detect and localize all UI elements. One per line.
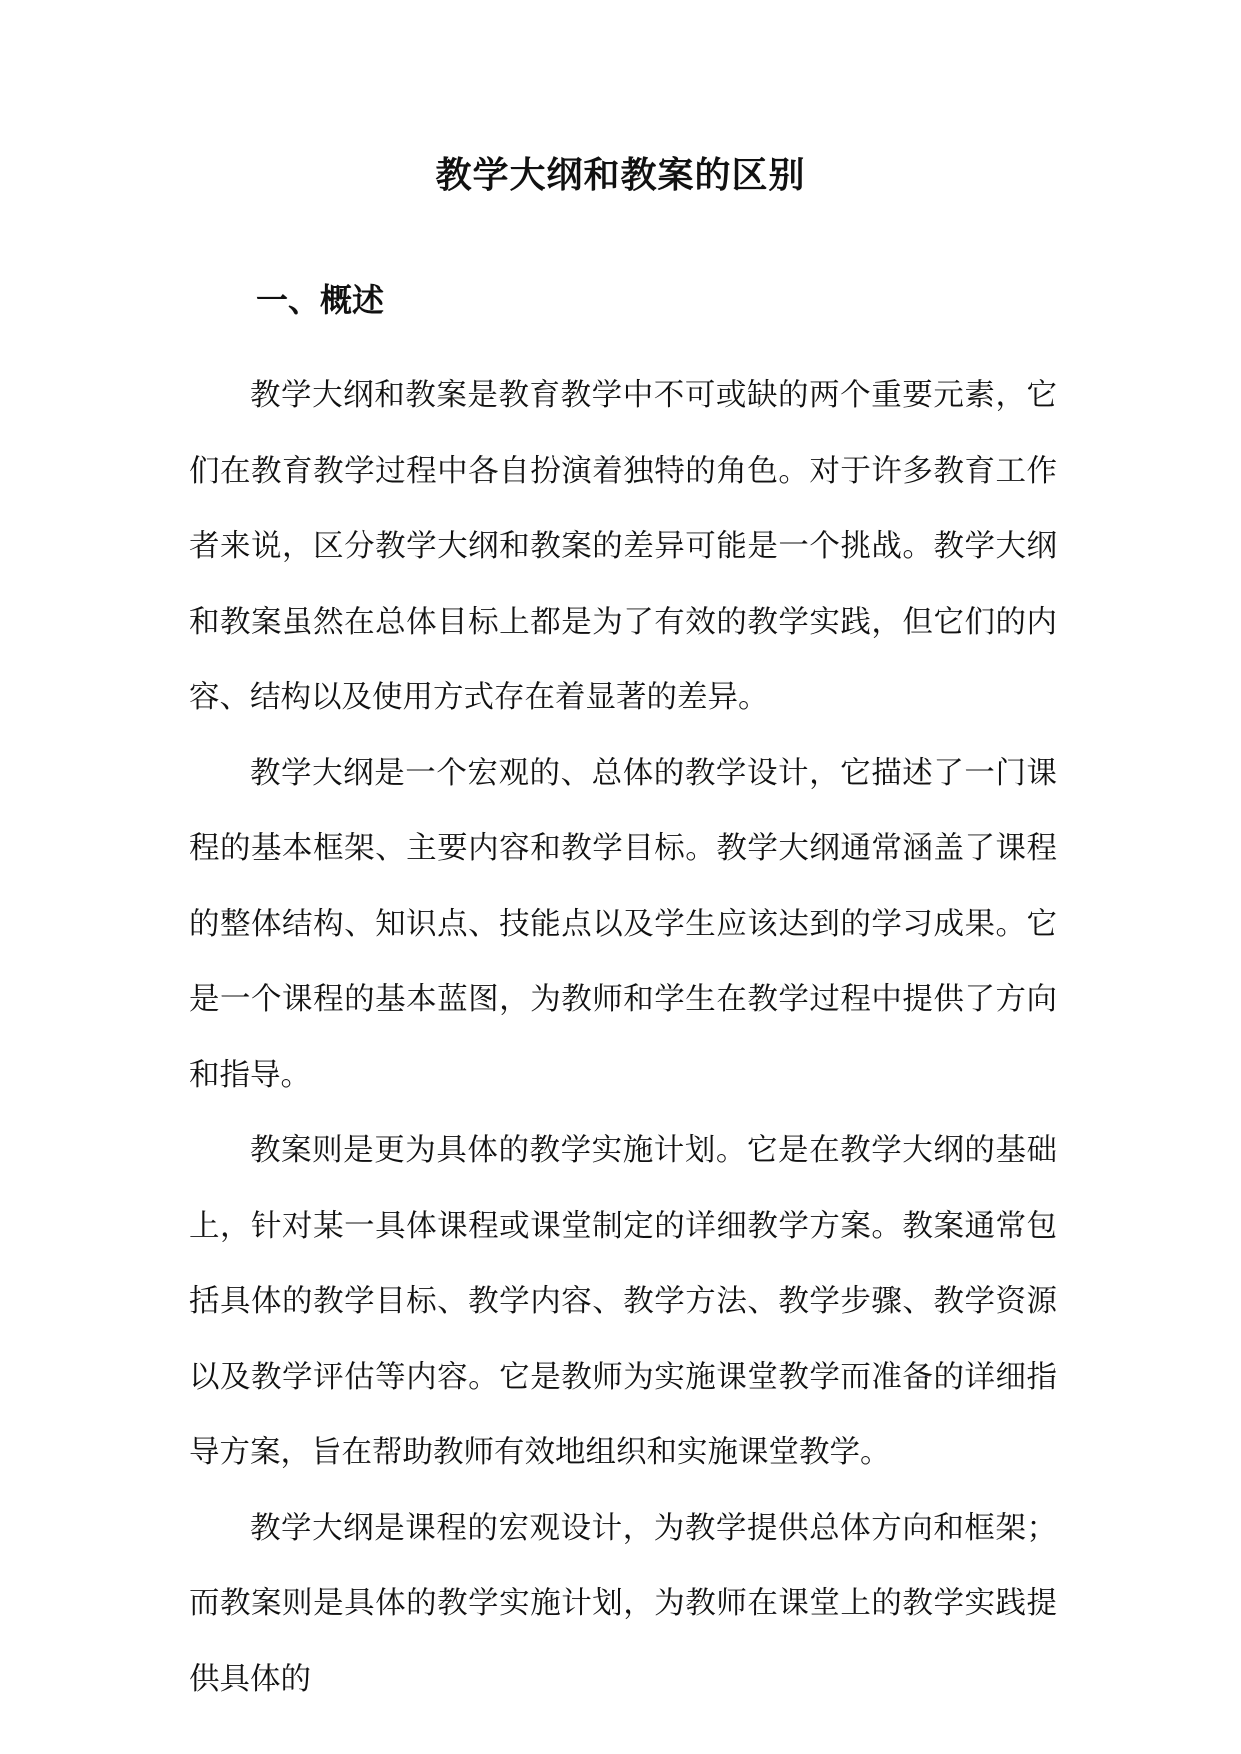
document-body <box>189 358 1057 1717</box>
section-heading: 一、概述 <box>256 281 385 319</box>
paragraph-2: 教学大纲是一个宏观的、总体的教学设计，它描述了一门课程的基本框架、主要内容和教学目标。教学大纲通常涵盖了课程的整体结构、知识点、技能点以及学生应该达到的学习成果。它是一个课程的基本蓝图，为教师和学生在教学过程中提供了方向和指导。 <box>189 755 1057 1093</box>
paragraph-1: 教学大纲和教案是教育教学中不可或缺的两个重要元素，它们在教育教学过程中各自扮演着独特的角色。对于许多教育工作者来说，区分教学大纲和教案的差异可能是一个挑战。教学大纲和教案虽然在总体目标上都是为了有效的教学实践，但它们的内容、结构以及使用方式存在着显著的差异。 <box>189 378 1057 715</box>
paragraph-3: 教案则是更为具体的教学实施计划。它是在教学大纲的基础上，针对某一具体课程或课堂制定的详细教学方案。教案通常包括具体的教学目标、教学内容、教学方法、教学步骤、教学资源以及教学评估等内容。它是教师为实施课堂教学而准备的详细指导方案，旨在帮助教师有效地组织和实施课堂教学。 <box>189 1133 1057 1470</box>
paragraph-4: 教学大纲是课程的宏观设计，为教学提供总体方向和框架；而教案则是具体的教学实施计划，为教师在课堂上的教学实践提供具体的 <box>189 1510 1057 1697</box>
document-title: 教学大纲和教案的区别 <box>435 154 806 196</box>
